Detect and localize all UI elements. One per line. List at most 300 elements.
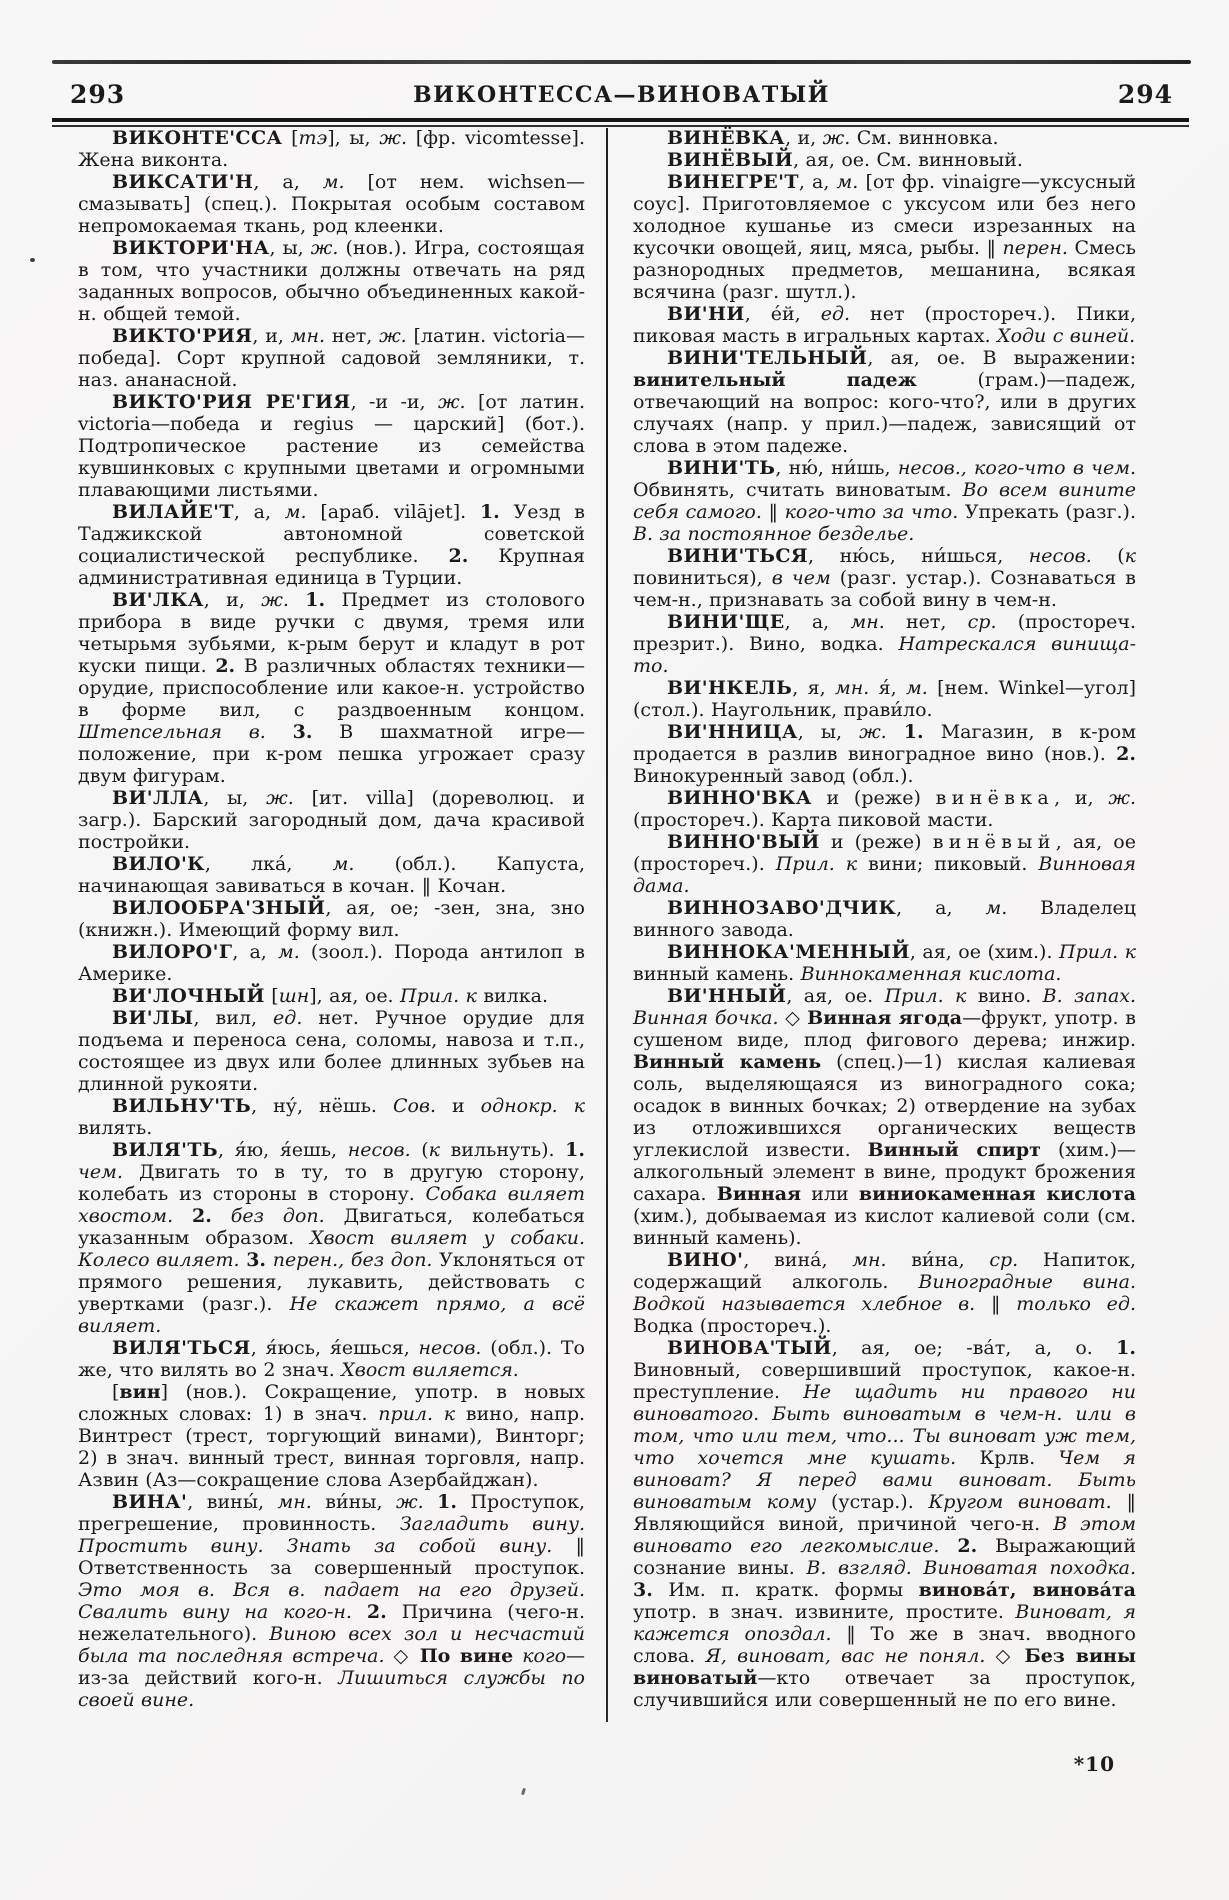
entry-text: , а, [253, 171, 323, 193]
entry-text: кого [522, 1645, 567, 1667]
entry-text: мн. [852, 1249, 887, 1271]
entry-text: нет. Ручное орудие для подъема и переноса сена, соломы, навоза и т.п., состоящее из двух или более длинных зубьев на длинной рукояти. [78, 1007, 585, 1095]
entry-text: —кто отвечает за проступок, случившийся или совершенный не по его вине. [633, 1667, 1136, 1711]
entry-text: ж. [1108, 787, 1136, 809]
headword: ВИНИ'ТЬСЯ [667, 545, 809, 567]
entry-text: , ая, ое (простореч.). [633, 831, 1136, 875]
entry-text: м. [277, 941, 300, 963]
entry-text [173, 1205, 192, 1227]
entry-text: Виннокаменная кислота. [800, 963, 1062, 985]
entry-text: (спец.)—1) кислая калиевая соль, выделяющаяся из виноградного сока; осадок в винных бочках; 2) отвердение на зубах из отложившихся органических веществ углекислой извести. [633, 1051, 1136, 1161]
entry-text: , а, [896, 897, 986, 919]
entry-text: В. взгляд. Виноватая походка. [806, 1557, 1137, 1579]
entry-text: , ая, ое; -зен, зна, зно (книжн.). Имеющий форму вил. [78, 897, 585, 941]
entry-text: , а, [798, 171, 837, 193]
entry-text: ж. [395, 1491, 424, 1513]
entry-text: Смесь разнородных предметов, мешанина, всякая всячина (разг. шутл.). [633, 237, 1136, 303]
entry-text: В различных областях техники—орудие, приспособление или какое-н. устройство в форме вил, с раздвоенным концом. [78, 655, 585, 721]
entry-text: Штепсельная в. [78, 721, 266, 743]
entry-text: , я, [792, 677, 835, 699]
headword: ВИНОВА'ТЫЙ [667, 1337, 832, 1359]
entry-text: [от нем. wichsen—смазывать] (спец.). Покрытая особым составом непромокаемая ткань, род клеенки. [78, 171, 586, 237]
headword: ВИ'НКЕЛЬ [667, 677, 793, 699]
entry-text: ж. [266, 787, 294, 809]
entry-text: Уклоняться от прямого решения, лукавить, действовать с увертками (разг.). [78, 1249, 586, 1315]
entry-text: 3. [246, 1249, 267, 1271]
entry-text: ср. [967, 611, 997, 633]
entry-text: , -и -и, [350, 391, 438, 413]
entry-text: кого-что за что. [784, 501, 959, 523]
entry-text: Натрескался винища-то. [633, 633, 1136, 677]
headword: ВИНЁВЫЙ [667, 149, 794, 171]
entry-text: Виновный, совершивший проступок, какое-н. преступление. [633, 1359, 1136, 1403]
entry-text: (обл.). Капуста, начинающая завиваться в кочан. ‖ Кочан. [78, 853, 585, 897]
entry-text: Не скажет прямо, а всё виляет. [78, 1293, 585, 1337]
entry-text: Во всем вините себя самого. [633, 479, 1137, 523]
entry-text [266, 721, 293, 743]
entry-text: Сов. [392, 1095, 437, 1117]
entry-text: (обл.). То же, что вилять во 2 знач. [78, 1337, 585, 1381]
dictionary-entry [633, 985, 1136, 1249]
dictionary-entry [633, 1249, 1136, 1337]
dictionary-entry [78, 171, 585, 237]
entry-text: , я́ю, я́ешь, [218, 1139, 348, 1161]
entry-text: 2. [957, 1535, 978, 1557]
dictionary-entry [633, 457, 1136, 545]
entry-text: 1. [903, 721, 924, 743]
entry-text: м. [985, 897, 1008, 919]
entry-text: ] (нов.). Сокращение, употр. в новых сложных словах: 1) в знач. [78, 1381, 585, 1425]
dictionary-entry [633, 127, 1136, 149]
entry-text: Прил. к [884, 985, 967, 1007]
entry-text: мн. [290, 325, 326, 347]
entry-text: виниокаменная кислота [858, 1183, 1136, 1205]
entry-text: [от латин. victoria—победа и regius — царский] (бот.). Подтропическое растение из семейства кувшинковых с крупными цветами и огромными плавающими листьями. [78, 391, 585, 501]
entry-text: 1. [1116, 1337, 1136, 1359]
entry-text: ви́ны, [311, 1491, 396, 1513]
entry-text: вилять. [78, 1117, 153, 1139]
entry-text: к [428, 1139, 441, 1161]
entry-text: нет, [325, 325, 380, 347]
entry-text: Винная ягода [807, 1007, 963, 1029]
entry-text: Причина (чего-н. нежелательного). [78, 1601, 585, 1645]
entry-text: однокр. к [480, 1095, 585, 1117]
entry-text: Магазин, в к-ром продается в разлив виноградное вино (нов.). [633, 721, 1136, 765]
entry-text: , ню́, ни́шь, [775, 457, 898, 479]
entry-text: ( [410, 1139, 429, 1161]
headword: ВИЛАЙЕ'Т [112, 501, 234, 523]
entry-text: Хвост виляет у собаки. Колесо виляет. [78, 1227, 585, 1271]
entry-text: ◇ [985, 1645, 1025, 1667]
entry-text: без доп. [230, 1205, 325, 1227]
entry-text: Обвинять, считать виноватым. [633, 479, 963, 501]
entry-text: Напиток, содержащий алкоголь. [633, 1249, 1136, 1293]
entry-text: тэ [298, 127, 328, 149]
entry-text: 2. [192, 1205, 212, 1227]
entry-text: ‖ Являющийся виной, причиной чего-н. [633, 1491, 1137, 1535]
headword: ВИ'НИ [667, 303, 745, 325]
entry-text: винёвый [932, 831, 1056, 853]
entry-text: мн. [834, 677, 870, 699]
dictionary-entry [78, 1139, 585, 1337]
entry-text: вильнуть). [440, 1139, 566, 1161]
headword: ВИ'ЛЫ [112, 1007, 194, 1029]
entry-text: Прил. к [1059, 941, 1136, 963]
entry-text: (хим.), добываемая из кислот калиевой соли (см. винный камень). [633, 1205, 1136, 1249]
entry-text: (нов.). Игра, состоящая в том, что участники должны отвечать на ряд заданных вопросов, обычно объединенных какой-н. общей темой. [78, 237, 586, 325]
entry-text: (простореч.). Карта пиковой масти. [633, 809, 994, 831]
entry-text: Это моя в. Вся в. падает на его друзей. Свалить вину на кого-н. [78, 1579, 585, 1623]
entry-text: шн [278, 985, 310, 1007]
entry-text: , вина́, [743, 1249, 853, 1271]
dictionary-entry [78, 941, 585, 985]
entry-text: Прил. к [400, 985, 477, 1007]
entry-text: 2. [366, 1601, 387, 1623]
entry-text: Крупная административная единица в Турции. [78, 545, 586, 589]
column-divider [606, 128, 608, 1722]
entry-text: ж. [310, 237, 339, 259]
entry-text: 2. [215, 655, 236, 677]
entry-text: ‖ Ответственность за совершенный проступок. [78, 1535, 586, 1579]
entry-text: ср. [989, 1249, 1019, 1271]
entry-text [887, 721, 904, 743]
dictionary-entry [633, 787, 1136, 831]
entry-text: Кругом виноват. [928, 1491, 1112, 1513]
entry-text: , вил, [193, 1007, 274, 1029]
entry-text: , и, [785, 127, 823, 149]
entry-text: В. запах. Винная бочка. [633, 985, 1137, 1029]
entry-text: —фрукт, употр. в сушеном виде, плод фигового дерева; инжир. [633, 1007, 1136, 1051]
entry-text: Виною всех зол и несчастий была та последняя встреча. [78, 1623, 585, 1667]
entry-text: ‖ То же в знач. вводного слова. [633, 1623, 1136, 1667]
dictionary-entry [633, 347, 1136, 457]
entry-text: винёвка [935, 787, 1055, 809]
running-head [70, 80, 1173, 110]
entry-text: , я́юсь, я́ешься, [250, 1337, 419, 1359]
entry-text: Проступок, прегрешение, провинность. [78, 1491, 585, 1535]
entry-text: вин [119, 1381, 161, 1403]
entry-text: ж. [379, 325, 407, 347]
dictionary-entry [78, 1491, 585, 1711]
headword: ВИ'ЛЛА [112, 787, 204, 809]
entry-text: 1. [437, 1491, 457, 1513]
entry-text: , ая, ое. См. винновый. [793, 149, 1023, 171]
headword: ВИННО'ВЫЙ [667, 831, 820, 853]
headword: ВИКОНТЕ'ССА [112, 127, 283, 149]
entry-text: Выражающий сознание вины. [633, 1535, 1137, 1579]
entry-text: В. за постоянное безделье. [633, 523, 915, 545]
headword: ВИНА' [112, 1491, 188, 1513]
headword: ВИ'ЛОЧНЫЙ [112, 985, 265, 1007]
dictionary-entry [633, 303, 1136, 347]
entry-text: ед. [273, 1007, 303, 1029]
headword: ВИ'ЛКА [112, 589, 204, 611]
entry-text: , ы, [797, 721, 860, 743]
entry-text: вино. [966, 985, 1043, 1007]
entry-text [424, 1491, 438, 1513]
entry-text: Винокуренный завод (обл.). [633, 765, 914, 787]
entry-text: Я, виноват, вас не понял. [705, 1645, 986, 1667]
headword: ВИНИ'ЩЕ [667, 611, 785, 633]
headword: ВИНИ'ТЬ [667, 457, 776, 479]
entry-text: м. [322, 171, 345, 193]
entry-text: винный камень. [633, 963, 801, 985]
dictionary-entry [633, 831, 1136, 897]
entry-text [212, 1205, 231, 1227]
entry-text: , а, [233, 501, 285, 523]
entry-text [513, 1645, 522, 1667]
headword: ВИЛОРО'Г [112, 941, 233, 963]
entry-text: Владелец винного завода. [633, 897, 1136, 941]
headword: ВИ'ННИЦА [667, 721, 798, 743]
entry-text: Собака виляет хвостом. [78, 1183, 586, 1227]
headword: ВИНЕГРЕ'Т [667, 171, 799, 193]
entry-text: несов., кого-что в чем. [897, 457, 1137, 479]
dictionary-entry [633, 721, 1136, 787]
entry-text: чем. [78, 1161, 123, 1183]
entry-text: Виноградные вина. Водкой называется хлебное в. [633, 1271, 1136, 1315]
entry-text: 1. [479, 501, 500, 523]
entry-text: [ [112, 1381, 120, 1403]
dictionary-entry [78, 853, 585, 897]
headword: ВИЛО'К [112, 853, 205, 875]
entry-text: Упрекать (разг.). [958, 501, 1136, 523]
entry-text: 2. [1116, 743, 1136, 765]
scan-speck [30, 258, 35, 262]
entry-text: , и, [1054, 787, 1109, 809]
entry-text: , е́й, [744, 303, 821, 325]
page-number-left: 293 [70, 80, 126, 109]
scan-artifact-line [52, 60, 1191, 64]
dictionary-entry [78, 501, 585, 589]
dictionary-entry [633, 897, 1136, 941]
entry-text: ], ы, [327, 127, 380, 149]
dictionary-entry [78, 589, 585, 787]
entry-text: , а, [784, 611, 851, 633]
headword: ВИКТОРИ'НА [112, 237, 270, 259]
dictionary-entry [633, 149, 1136, 171]
entry-text: несов. [347, 1139, 411, 1161]
entry-text: мн. [277, 1491, 312, 1513]
entry-text: вино, напр. Винтрест (трест, торгующий винами), Винторг; 2) в знач. винный трест, винная торговля, напр. Азвин (Аз—сокращение слова Азербайджан). [78, 1403, 586, 1491]
entry-text: Лишиться службы по своей вине. [78, 1667, 585, 1711]
entry-text: 2. [448, 545, 469, 567]
headword: ВИННОЗАВО'ДЧИК [667, 897, 897, 919]
headword: ВИЛЯ'ТЬСЯ [112, 1337, 251, 1359]
entry-text: Им. п. кратк. формы [652, 1579, 919, 1601]
dictionary-entry [78, 1095, 585, 1139]
header-rule [52, 118, 1189, 127]
signature-mark: *10 [1073, 1752, 1115, 1776]
entry-text: В шахматной игре—положение, при к-ром пешка угрожает сразу двум фигурам. [78, 721, 585, 787]
entry-text: перен. [1002, 237, 1068, 259]
entry-text: Уезд в Таджикской автономной советской социалистической республике. [78, 501, 586, 567]
entry-text: 1. [565, 1139, 585, 1161]
entry-text: В этом виновато его легкомыслие. [633, 1513, 1137, 1557]
entry-text: нет, [884, 611, 968, 633]
entry-text: ж. [437, 391, 466, 413]
dictionary-entry [78, 1007, 585, 1095]
entry-text: винительный падеж [633, 369, 917, 391]
entry-text: или [801, 1183, 859, 1205]
entry-text: , ая, ое (хим.). [909, 941, 1060, 963]
headword: ВИЛООБРА'ЗНЫЙ [112, 897, 326, 919]
dictionary-entry [78, 985, 585, 1007]
entry-text: несов. [1028, 545, 1092, 567]
entry-text: —из-за действий кого-н. [78, 1645, 586, 1689]
entry-text: ◇ [778, 1007, 808, 1029]
dictionary-entry [633, 677, 1136, 721]
entry-text: ж. [261, 589, 289, 611]
headword: ВИКТО'РИЯ РЕ'ГИЯ [112, 391, 351, 413]
column-right [633, 127, 1136, 1711]
entry-text: [ит. villa] (дореволюц. и загр.). Барский загородный дом, дача красивой постройки. [78, 787, 585, 853]
entry-text: ед. [820, 303, 851, 325]
entry-text: Винный спирт [867, 1139, 1041, 1161]
entry-text: ж. [822, 127, 851, 149]
entry-text: 3. [292, 721, 313, 743]
entry-text: я́, [869, 677, 906, 699]
entry-text: ви́на, [886, 1249, 990, 1271]
entry-text: Двигаться, колебаться указанным образом. [78, 1205, 585, 1249]
entry-text: к [1124, 545, 1137, 567]
entry-text: ‖ [975, 1293, 1017, 1315]
entry-text: [фр. vicomtesse]. Жена виконта. [78, 127, 585, 171]
dictionary-entry [633, 941, 1136, 985]
headword: ВИЛЯ'ТЬ [112, 1139, 219, 1161]
entry-text [289, 589, 305, 611]
entry-text: Предмет из столового прибора в виде ручки с двумя, тремя или четырьмя зубьями, к-рым берут и кладут в рот куски пищи. [78, 589, 586, 677]
entry-text: перен., без доп. [272, 1249, 433, 1271]
entry-text: (зоол.). Порода антилоп в Америке. [78, 941, 585, 985]
entry-text: винова́т, винова́та [918, 1579, 1136, 1601]
entry-text [939, 1535, 957, 1557]
dictionary-entry [78, 1381, 585, 1491]
entry-text: 3. [633, 1579, 653, 1601]
headword: ВИ'ННЫЙ [667, 985, 787, 1007]
headword: ВИКТО'РИЯ [112, 325, 253, 347]
entry-text: , ну́, нёшь. [251, 1095, 393, 1117]
entry-text: м. [905, 677, 928, 699]
entry-text: Прил. к [775, 853, 858, 875]
entry-text [266, 1249, 273, 1271]
entry-text: , ню́сь, ни́шься, [808, 545, 1029, 567]
entry-text: [араб. vilājet]. [306, 501, 480, 523]
entry-text: , ая, ое; -ва́т, а, о. [831, 1337, 1117, 1359]
entry-text: Водка (простореч.). [633, 1315, 832, 1337]
entry-text: См. винновка. [850, 127, 999, 149]
dictionary-entry [78, 391, 585, 501]
entry-text: По вине [419, 1645, 514, 1667]
dictionary-entry [633, 1337, 1136, 1711]
dictionary-entry [633, 545, 1136, 611]
entry-text: и [436, 1095, 481, 1117]
entry-text: , а, [232, 941, 278, 963]
entry-text: [ [264, 985, 279, 1007]
entry-text: Чем я виноват? Я перед вами виноват. Быть виноватым кому [633, 1447, 1137, 1513]
entry-text: Двигать то в ту, то в другую сторону, колебать из стороны в сторону. [78, 1161, 585, 1205]
entry-text: Ходи с виней. [997, 325, 1136, 347]
entry-text: , ая, ое. В выражении: [867, 347, 1136, 369]
dictionary-entry [78, 127, 585, 171]
entry-text: , лка́, [204, 853, 333, 875]
dictionary-entry [78, 1337, 585, 1381]
entry-text: Не щадить ни правого ни виноватого. Быть виноватым в чем-н. или в том, что или тем, что... Ты виноват уж тем, что хочется мне кушать. [633, 1381, 1136, 1469]
entry-text: м. [836, 171, 859, 193]
headword: ВИНЁВКА [667, 127, 786, 149]
entry-text: в чем [771, 567, 831, 589]
entry-text [352, 1601, 367, 1623]
dictionary-entry [633, 171, 1136, 303]
entry-text: , ы, [203, 787, 267, 809]
entry-text: Винновая дама. [633, 853, 1136, 897]
entry-text: (устар.). [816, 1491, 929, 1513]
column-left [78, 127, 585, 1711]
entry-text: употр. в знач. извините, простите. [633, 1601, 1016, 1623]
entry-text: [от фр. vinaigre—уксусный соус]. Приготовляемое с уксусом или без него холодное кушанье из смеси изрезанных на кусочки овощей, яиц, мяса, рыбы. ‖ [633, 171, 1137, 259]
entry-text: , вины́, [187, 1491, 278, 1513]
page-title: ВИКОНТЕССА—ВИНОВАТЫЙ [413, 82, 830, 108]
dictionary-entry [78, 787, 585, 853]
entry-text: , ая, ое. [786, 985, 885, 1007]
entry-text: ‖ [761, 501, 785, 523]
entry-text: несов. [418, 1337, 482, 1359]
entry-text: ж. [859, 721, 887, 743]
dictionary-entry [633, 611, 1136, 677]
entry-text: 1. [305, 589, 326, 611]
entry-text: только ед. [1016, 1293, 1136, 1315]
scan-speck [521, 1788, 526, 1796]
entry-text: и (реже) [819, 831, 933, 853]
entry-text: нет (простореч.). Пики, пиковая масть в игральных картах. [633, 303, 1136, 347]
entry-text: ж. [379, 127, 407, 149]
headword: ВИКСАТИ'Н [112, 171, 254, 193]
entry-text: , и, [203, 589, 262, 611]
entry-text: прил. к [378, 1403, 456, 1425]
entry-text: (простореч. презрит.). Вино, водка. [633, 611, 1136, 655]
entry-text: (хим.)—алкогольный элемент в вине, продукт брожения сахара. [633, 1139, 1136, 1205]
headword: ВИННО'ВКА [667, 787, 812, 809]
headword: ВИЛЬНУ'ТЬ [112, 1095, 252, 1117]
headword: ВИНИ'ТЕЛЬНЫЙ [667, 347, 868, 369]
entry-text: [латин. victoria—победа]. Сорт крупной садовой земляники, т. наз. ананасной. [78, 325, 585, 391]
entry-text: Хвост виляется. [341, 1359, 519, 1381]
entry-text: м. [332, 853, 355, 875]
headword: ВИННОКА'МЕННЫЙ [667, 941, 910, 963]
entry-text: Винный камень [633, 1051, 822, 1073]
entry-text: [нем. Winkel—угол] (стол.). Наугольник, прави́ло. [633, 677, 1136, 721]
entry-text: и (реже) [811, 787, 936, 809]
entry-text: [ [282, 127, 299, 149]
entry-text: повиниться), [633, 567, 772, 589]
entry-text: мн. [850, 611, 885, 633]
dictionary-entry [78, 897, 585, 941]
entry-text: вилка. [476, 985, 548, 1007]
dictionary-entry [78, 325, 585, 391]
entry-text: , и, [252, 325, 291, 347]
entry-text: (разг. устар.). Сознаваться в чем-н., признавать за собой вину в чем-н. [633, 567, 1136, 611]
entry-text: Загладить вину. Простить вину. Знать за собой вину. [78, 1513, 586, 1557]
entry-text: Виноват, я кажется опоздал. [633, 1601, 1136, 1645]
entry-text: Без вины виноватый [633, 1645, 1137, 1689]
entry-text: м. [284, 501, 307, 523]
entry-text: вини; пиковый. [857, 853, 1039, 875]
dictionary-entry [78, 237, 585, 325]
page-number-right: 294 [1117, 80, 1173, 109]
entry-text: ◇ [384, 1645, 420, 1667]
entry-text: ], ая, ое. [309, 985, 401, 1007]
entry-text: Крлв. [956, 1447, 1059, 1469]
